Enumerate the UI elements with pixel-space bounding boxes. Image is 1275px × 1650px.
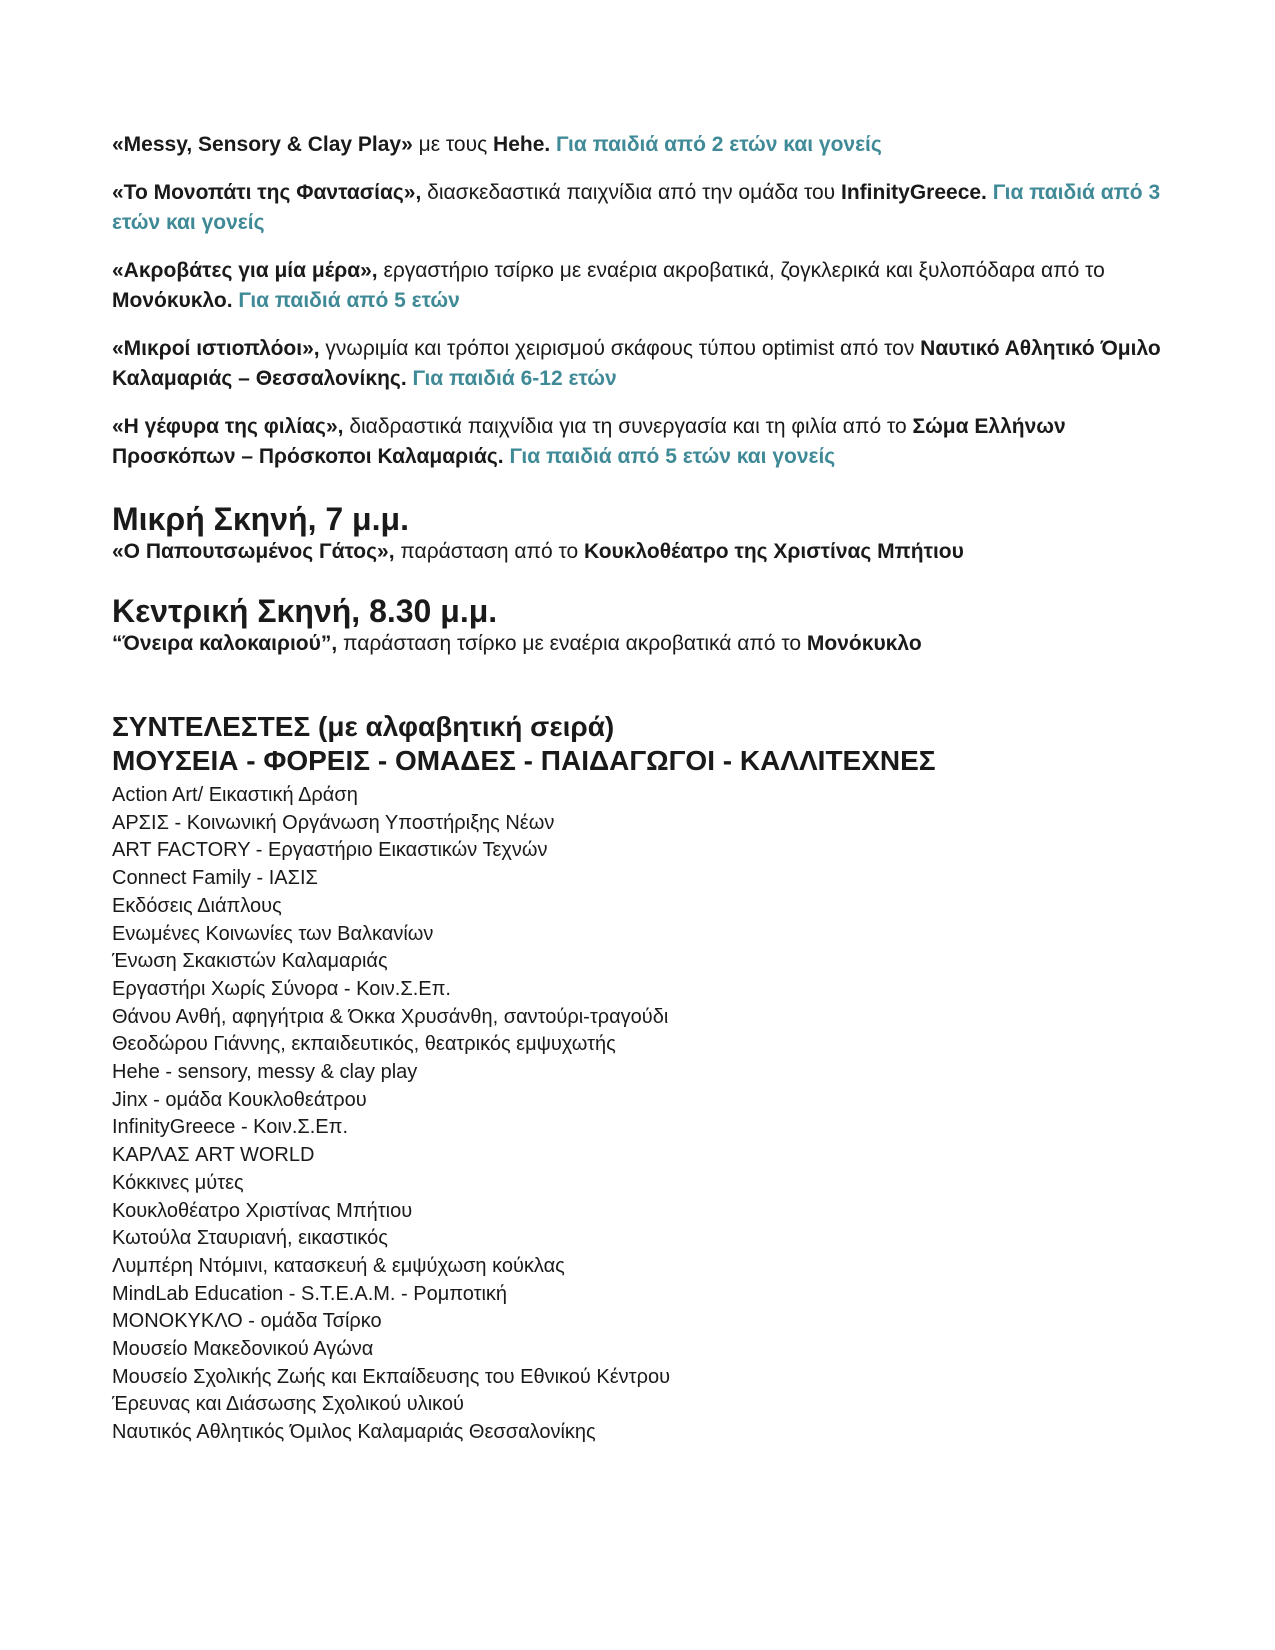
- credit-item: Εργαστήρι Χωρίς Σύνορα - Κοιν.Σ.Επ.: [112, 977, 451, 1000]
- activity-organizer: Hehe.: [493, 133, 551, 156]
- activity-age-range: Για παιδιά από 5 ετών: [232, 289, 460, 312]
- stage-heading: Κεντρική Σκηνή, 8.30 μ.μ.: [112, 593, 498, 629]
- credit-item: Hehe - sensory, messy & clay play: [112, 1061, 418, 1084]
- stage-heading: Μικρή Σκηνή, 7 μ.μ.: [112, 501, 409, 537]
- show-title: «Ο Παπουτσωμένος Γάτος»,: [112, 540, 395, 563]
- activity-title: «Το Μονοπάτι της Φαντασίας»,: [112, 181, 422, 204]
- small-stage-section: [112, 500, 1172, 566]
- credit-item: Connect Family - ΙΑΣΙΣ: [112, 867, 318, 890]
- credit-item: ART FACTORY - Εργαστήριο Εικαστικών Τεχνών: [112, 839, 548, 862]
- credit-item: Θάνου Ανθή, αφηγήτρια & Όκκα Χρυσάνθη, σαντούρι-τραγούδι: [112, 1005, 669, 1028]
- credit-item: Κωτούλα Σταυριανή, εικαστικός: [112, 1227, 388, 1250]
- credit-item: MindLab Education - S.T.E.A.M. - Ρομποτική: [112, 1282, 508, 1305]
- activity-organizer: InfinityGreece.: [841, 181, 987, 204]
- credit-item: Λυμπέρη Ντόμινι, κατασκευή & εμψύχωση κούκλας: [112, 1254, 565, 1277]
- document-page: [112, 130, 1172, 1447]
- activities-section: [112, 130, 1172, 472]
- activity-description: με τους: [412, 133, 494, 156]
- show-organizer: Μονόκυκλο: [806, 632, 922, 655]
- credit-item: Jinx - ομάδα Κουκλοθεάτρου: [112, 1088, 367, 1111]
- credit-item: Κόκκινες μύτες: [112, 1171, 244, 1194]
- show-organizer: Κουκλοθέατρο της Χριστίνας Μπήτιου: [584, 540, 964, 563]
- credits-heading: ΣΥΝΤΕΛΕΣΤΕΣ (με αλφαβητική σειρά): [112, 711, 615, 742]
- credit-item: Ενωμένες Κοινωνίες των Βαλκανίων: [112, 922, 434, 945]
- show-title: “Όνειρα καλοκαιριού”,: [112, 632, 338, 655]
- credit-item: Εκδόσεις Διάπλους: [112, 894, 282, 917]
- credit-item: Ναυτικός Αθλητικός Όμιλος Καλαμαριάς Θεσσαλονίκης: [112, 1421, 596, 1444]
- credit-item: InfinityGreece - Κοιν.Σ.Επ.: [112, 1116, 348, 1139]
- activity-organizer: Σώμα Ελλήνων Προσκόπων – Πρόσκοποι Καλαμαριάς.: [112, 415, 1066, 468]
- credits-list: [112, 782, 1172, 1447]
- activity-organizer: Ναυτικό Αθλητικό Όμιλο Καλαμαριάς – Θεσσαλονίκης.: [112, 337, 1161, 390]
- activity-item: [112, 256, 1172, 316]
- activity-age-range: Για παιδιά από 5 ετών και γονείς: [503, 445, 836, 468]
- credits-subheading: ΜΟΥΣΕΙΑ - ΦΟΡΕΙΣ - ΟΜΑΔΕΣ - ΠΑΙΔΑΓΩΓΟΙ - ΚΑΛΛΙΤΕΧΝΕΣ: [112, 745, 936, 776]
- stage-show: [112, 538, 1172, 566]
- activity-title: «Messy, Sensory & Clay Play»: [112, 133, 413, 156]
- activity-item: [112, 334, 1172, 394]
- activity-age-range: Για παιδιά από 2 ετών και γονείς: [550, 133, 882, 156]
- activity-age-range: Για παιδιά από 3 ετών και γονείς: [112, 181, 1161, 234]
- credit-item: ΚΑΡΛΑΣ ART WORLD: [112, 1144, 315, 1167]
- activity-title: «Ακροβάτες για μία μέρα»,: [112, 259, 378, 282]
- activity-title: «Η γέφυρα της φιλίας»,: [112, 415, 344, 438]
- credit-item: Θεοδώρου Γιάννης, εκπαιδευτικός, θεατρικός εμψυχωτής: [112, 1033, 616, 1056]
- activity-item: [112, 178, 1172, 238]
- credit-item: Μουσείο Μακεδονικού Αγώνα: [112, 1338, 374, 1361]
- show-description: παράσταση τσίρκο με εναέρια ακροβατικά από το: [337, 632, 807, 655]
- credit-item: Action Art/ Εικαστική Δράση: [112, 784, 358, 806]
- credit-item: ΑΡΣΙΣ - Κοινωνική Οργάνωση Υποστήριξης Νέων: [112, 811, 555, 834]
- activity-organizer: Μονόκυκλο.: [112, 289, 233, 312]
- activity-description: γνωριμία και τρόποι χειρισμού σκάφους τύπου optimist από τον: [319, 337, 921, 360]
- activity-description: διαδραστικά παιχνίδια για τη συνεργασία και τη φιλία από το: [343, 415, 913, 438]
- activity-description: εργαστήριο τσίρκο με εναέρια ακροβατικά, ζογκλερικά και ξυλοπόδαρα από το: [377, 259, 1105, 282]
- activity-title: «Μικροί ιστιοπλόοι»,: [112, 337, 320, 360]
- stage-show: [112, 630, 1172, 658]
- activity-item: [112, 412, 1172, 472]
- activity-age-range: Για παιδιά 6-12 ετών: [406, 367, 617, 390]
- show-description: παράσταση από το: [394, 540, 585, 563]
- credits-section: [112, 710, 1172, 1447]
- credit-item: Ένωση Σκακιστών Καλαμαριάς: [112, 950, 388, 973]
- credit-item: Έρευνας και Διάσωσης Σχολικού υλικού: [112, 1393, 464, 1416]
- credit-item: Κουκλοθέατρο Χριστίνας Μπήτιου: [112, 1199, 413, 1222]
- main-stage-section: [112, 592, 1172, 658]
- credit-item: Μουσείο Σχολικής Ζωής και Εκπαίδευσης του Εθνικού Κέντρου: [112, 1365, 671, 1388]
- activity-description: διασκεδαστικά παιχνίδια από την ομάδα του: [421, 181, 841, 204]
- credit-item: ΜΟΝΟΚΥΚΛΟ - ομάδα Τσίρκο: [112, 1310, 382, 1333]
- activity-item: [112, 130, 1172, 160]
